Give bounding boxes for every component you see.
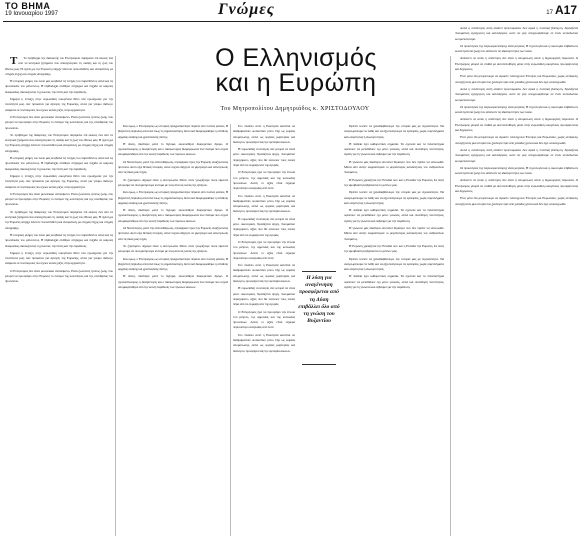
headline-line-2: και η Ευρώπη [215,69,377,97]
column-paragraph: Σήμερα η ένταξη στην ευρωπαϊκή οικογένεια θέτει νέα ερωτήματα για την ταυτότητά μας. Δεν πρόκειται για άρνηση της Ευρώπης, αλλά για γόνιμο διάλογο ανάμεσα σε πολιτισμούς που έχουν κοινές ρίζες στην αρχαιότητα. [5,250,113,266]
column-paragraph: Η Ευρώπη χρειάζεται την Ελλάδα όσο και η Ελλάδα την Ευρώπη. Σε αυτή την αμοιβαιότητα βρίσκεται το μέλλον μας. [344,243,444,254]
column-paragraph: Πρέπει λοιπόν να ξαναδιαβάσουμε την ιστορία μας με νηφαλιότητα. Να αναγνωρίσουμε τα λάθη και να αξιοποιήσουμε τις εμπειρίες, χωρίς συμπλέγματα κατωτερότητας ή ανωτερότητας. [344,124,444,139]
article-column-2 [118,124,228,536]
column-paragraph: Έτσι μόνο θα μπορέσουμε να είμαστε ταυτόχρονα Έλληνες και Ευρωπαίοι, χωρίς αντίφαση, συνεχίζοντας μια ιστορία που ξεκίνησε πριν από χιλιάδες χρόνια και δεν έχει ολοκληρωθεί. [455,74,578,84]
column-paragraph: Η Δύση, ιδιαίτερα μετά το Σχίσμα, ακολούθησε διαφορετικό δρόμο. Ο σχολαστικισμός, η Αναγέννηση και ο Διαφωτισμός διαμόρφωσαν ένα πνεύμα που συχνά απομακρύνθηκε από την κοινή παράδοση των πρώτων αιώνων. [118,274,228,290]
column-paragraph: Το ζητούμενο σήμερα είναι η αυτογνωσία. Μόνο όταν γνωρίζουμε ποιοι είμαστε μπορούμε να συνομιλήσουμε ισότιμα με τους άλλους λαούς της ηπείρου. [118,243,228,254]
column-paragraph: Απέναντι σε αυτά, η απάντηση δεν είναι η απομόνωση αλλά η δημιουργική παρουσία. Ο Ελληνισμός μπορεί να σταθεί με αυτοπεποίθηση μέσα στην ευρωπαϊκή οικογένεια, προσφέροντας και δεχόμενος. [455,178,578,194]
column-paragraph: Η ευρωπαϊκή ενοποίηση δεν μπορεί να είναι μόνο οικονομική. Χρειάζεται ψυχή, πνευματικό περιεχόμενο, αξίες που θα ενώνουν τους λαούς πέρα από τα συμφέροντα της αγοράς. [233,286,295,307]
column-divider [230,124,231,536]
column-paragraph: Οι προκλήσεις της παγκοσμιοποίησης είναι μεγάλες. Η τεχνολογία και η οικονομία επιβάλλουν κοινά πρότυπα ζωής που απειλούν τις ιδιαιτερότητες των λαών. [455,43,578,54]
page-prefix: 17 [546,10,553,16]
pullquote-rule-top [302,271,336,272]
article-headline [150,46,442,96]
column-paragraph: Η ιστορική μνήμη του λαού μας κουβαλά τις πληγές του παρελθόντος αλλά και τις προσδοκίες του μέλλοντος. Η Ορθοδοξία στάθηκε στήριγμα και πυξίδα σε καιρούς δοκιμασίας, διασώζοντας τη γλώσσα, την πίστη και την παράδοση. [5,79,113,94]
column-paragraph: Ο Ελληνισμός έχει να προσφέρει την έννοια του μέτρου, της αρμονίας και της κοινωνίας προσώπων. Αυτές οι αξίες είναι σήμερα περισσότερο αναγκαίες από ποτέ. [233,239,295,260]
newspaper-name: ΤΟ ΒΗΜΑ [5,1,51,11]
column-paragraph: Αλλά η συνάντηση αυτή απαιτεί προετοιμασία. Δεν αρκεί η πολιτική βούληση. Χρειάζεται πνευματική εγρήγορση και καλλιέργεια, ώστε να μην απορροφηθούμε σε έναν ισοπεδωτικό κοσμοπολιτισμό. [455,147,578,163]
column-paragraph: Σήμερα η ένταξη στην ευρωπαϊκή οικογένεια θέτει νέα ερωτήματα για την ταυτότητά μας. Δεν πρόκειται για άρνηση της Ευρώπης, αλλά για γόνιμο διάλογο ανάμεσα σε πολιτισμούς που έχουν κοινές ρίζες στην αρχαιότητα. [5,173,113,189]
column-paragraph: Η γλώσσα μας ιδιαίτερα αποτελεί θησαυρό που δεν πρέπει να αλλοιωθεί. Μέσα από αυτήν εκφράστηκαν οι μεγαλύτερες κατακτήσεις του ανθρώπινου πνεύματος. [344,159,444,175]
column-paragraph: Στο πλαίσιο αυτό η Εκκλησία καλείται να διαδραματίσει ουσιαστικό ρόλο. Όχι ως φορέας απομόνωσης, αλλά ως φορέας μαρτυρίας και διαλόγου, προσφέροντας την εμπειρία αιώνων. [233,263,295,284]
column-paragraph: Το ζητούμενο σήμερα είναι η αυτογνωσία. Μόνο όταν γνωρίζουμε ποιοι είμαστε μπορούμε να συνομιλήσουμε ισότιμα με τους άλλους λαούς της ηπείρου. [118,177,228,187]
column-paragraph: Η Ευρώπη χρειάζεται την Ελλάδα όσο και η Ελλάδα την Ευρώπη. Σε αυτή την αμοιβαιότητα βρίσκεται το μέλλον μας. [344,177,444,187]
headline-line-1: Ο Ελληνισμός [215,44,377,72]
column-paragraph: Ο Ελληνισμός έχει να προσφέρει την έννοια του μέτρου, της αρμονίας και της κοινωνίας προσώπων. Αυτές οι αξίες είναι σήμερα περισσότερο αναγκαίες από ποτέ. [233,170,295,191]
column-paragraph: Η παιδεία έχει καθοριστική σημασία. Τα σχολεία και τα πανεπιστήμια οφείλουν να μεταδίδουν όχι μόνο γνώσεις, αλλά και συνείδηση ταυτότητας, αγάπη για τη γλώσσα και σεβασμό για την παράδοση. [344,208,444,223]
page-number [546,3,577,17]
column-paragraph: Ο Ελληνισμός έχει να προσφέρει την έννοια του μέτρου, της αρμονίας και της κοινωνίας προσώπων. Αυτές οι αξίες είναι σήμερα περισσότερο αναγκαίες από ποτέ. [233,309,295,330]
column-paragraph: Ο Ελληνισμός δεν είναι μουσειακό αντικείμενο. Είναι ζωντανός τρόπος ζωής, που μπορεί να προσφέρει στην Ευρώπη το πνεύμα της κοινότητας και της ελευθερίας του προσώπου. [5,114,113,130]
column-paragraph: Το πρόβλημα της διάκρισης του Ελληνισμού παρέμεινε επί αιώνες ένα από τα κεντρικά ζητήματα που απασχόλησαν τη σκέψη και τη ζωή του έθνους μας. Η σχέση με την Ευρώπη υπήρξε πάντοτε πολυσύνθετη και αντιφατική, με στιγμές έλξης και στιγμές απόρριψης. [5,132,113,153]
article-column-5 [455,26,578,536]
column-paragraph: Τ Το πρόβλημα της διάκρισης του Ελληνισμού παρέμεινε επί αιώνες ένα από τα κεντρικά ζητήματα που απασχόλησαν τη σκέψη και τη ζωή του έθνους μας. Η σχέση με την Ευρώπη υπήρξε πάντοτε πολυσύνθετη και αντιφατική, με στιγμές έλξης και στιγμές απόρριψης. [5,56,113,76]
column-paragraph: Οι Νεοέλληνες, μετά την απελευθέρωση, στράφηκαν προς την Ευρώπη αναζητώντας πρότυπα. Αυτό είχε θετικές πλευρές, αλλά συχνά οδήγησε σε μιμητισμό και αλλοτρίωση από τις δικές μας πηγές. [118,159,228,175]
column-divider [450,56,451,536]
column-paragraph: Απέναντι σε αυτά, η απάντηση δεν είναι η απομόνωση αλλά η δημιουργική παρουσία. Ο Ελληνισμός μπορεί να σταθεί με αυτοπεποίθηση μέσα στην ευρωπαϊκή οικογένεια, προσφέροντας και δεχόμενος. [455,56,578,72]
column-paragraph: Η ιστορική μνήμη του λαού μας κουβαλά τις πληγές του παρελθόντος αλλά και τις προσδοκίες του μέλλοντος. Η Ορθοδοξία στάθηκε στήριγμα και πυξίδα σε καιρούς δοκιμασίας, διασώζοντας τη γλώσσα, την πίστη και την παράδοση. [5,232,113,248]
column-paragraph: Οι προκλήσεις της παγκοσμιοποίησης είναι μεγάλες. Η τεχνολογία και η οικονομία επιβάλλουν κοινά πρότυπα ζωής που απειλούν τις ιδιαιτερότητες των λαών. [455,165,578,176]
column-paragraph: Οι προκλήσεις της παγκοσμιοποίησης είναι μεγάλες. Η τεχνολογία και η οικονομία επιβάλλουν κοινά πρότυπα ζωής που απειλούν τις ιδιαιτερότητες των λαών. [455,104,578,115]
column-paragraph: Στο πλαίσιο αυτό η Εκκλησία καλείται να διαδραματίσει ουσιαστικό ρόλο. Όχι ως φορέας απομόνωσης, αλλά ως φορέας μαρτυρίας και διαλόγου, προσφέροντας την εμπειρία αιώνων. [233,124,295,144]
column-paragraph: Και όμως, ο Ελληνισμός ως ιστορική πραγματικότητα πέρασε από πολλές φάσεις. Η βυζαντινή περίοδος αποτελεί ίσως τη σημαντικότερη, διότι εκεί διαμορφώθηκε η σύνθεση αρχαίας σκέψης και χριστιανικής πίστης. [118,190,228,205]
column-paragraph: Και όμως, ο Ελληνισμός ως ιστορική πραγματικότητα πέρασε από πολλές φάσεις. Η βυζαντινή περίοδος αποτελεί ίσως τη σημαντικότερη, διότι εκεί διαμορφώθηκε η σύνθεση αρχαίας σκέψης και χριστιανικής πίστης. [118,124,228,139]
column-paragraph: Απέναντι σε αυτά, η απάντηση δεν είναι η απομόνωση αλλά η δημιουργική παρουσία. Ο Ελληνισμός μπορεί να σταθεί με αυτοπεποίθηση μέσα στην ευρωπαϊκή οικογένεια, προσφέροντας και δεχόμενος. [455,117,578,133]
column-paragraph: Αλλά η συνάντηση αυτή απαιτεί προετοιμασία. Δεν αρκεί η πολιτική βούληση. Χρειάζεται πνευματική εγρήγορση και καλλιέργεια, ώστε να μην απορροφηθούμε σε έναν ισοπεδωτικό κοσμοπολιτισμό. [455,86,578,102]
page-code: A17 [554,3,577,17]
column-paragraph: Έτσι μόνο θα μπορέσουμε να είμαστε ταυτόχρονα Έλληνες και Ευρωπαίοι, χωρίς αντίφαση, συνεχίζοντας μια ιστορία που ξεκίνησε πριν από χιλιάδες χρόνια και δεν έχει ολοκληρωθεί. [455,196,578,206]
column-paragraph: Το πρόβλημα της διάκρισης του Ελληνισμού παρέμεινε επί αιώνες ένα από τα κεντρικά ζητήματα που απασχόλησαν τη σκέψη και τη ζωή του έθνους μας. Η σχέση με την Ευρώπη υπήρξε πάντοτε πολυσύνθετη και αντιφατική, με στιγμές έλξης και στιγμές απόρριψης. [5,209,113,230]
column-paragraph: Η παιδεία έχει καθοριστική σημασία. Τα σχολεία και τα πανεπιστήμια οφείλουν να μεταδίδουν όχι μόνο γνώσεις, αλλά και συνείδηση ταυτότητας, αγάπη για τη γλώσσα και σεβασμό για την παράδοση. [344,141,444,157]
column-divider [115,56,116,536]
column-paragraph: Η Δύση, ιδιαίτερα μετά το Σχίσμα, ακολούθησε διαφορετικό δρόμο. Ο σχολαστικισμός, η Αναγέννηση και ο Διαφωτισμός διαμόρφωσαν ένα πνεύμα που συχνά απομακρύνθηκε από την κοινή παράδοση των πρώτων αιώνων. [118,141,228,157]
column-paragraph: Στο πλαίσιο αυτό η Εκκλησία καλείται να διαδραματίσει ουσιαστικό ρόλο. Όχι ως φορέας απομόνωσης, αλλά ως φορέας μαρτυρίας και διαλόγου, προσφέροντας την εμπειρία αιώνων. [233,332,295,353]
article-byline: Του Μητροπολίτου Δημητριάδος κ. ΧΡΙΣΤΟΔΟΥΛΟΥ [220,106,370,112]
article-column-4 [344,124,444,536]
column-paragraph: Η ευρωπαϊκή ενοποίηση δεν μπορεί να είναι μόνο οικονομική. Χρειάζεται ψυχή, πνευματικό περιεχόμενο, αξίες που θα ενώνουν τους λαούς πέρα από τα συμφέροντα της αγοράς. [233,216,295,237]
column-paragraph: Αλλά η συνάντηση αυτή απαιτεί προετοιμασία. Δεν αρκεί η πολιτική βούληση. Χρειάζεται πνευματική εγρήγορση και καλλιέργεια, ώστε να μην απορροφηθούμε σε έναν ισοπεδωτικό κοσμοπολιτισμό. [455,26,578,41]
article-column-1 [5,56,113,536]
column-paragraph: Έτσι μόνο θα μπορέσουμε να είμαστε ταυτόχρονα Έλληνες και Ευρωπαίοι, χωρίς αντίφαση, συνεχίζοντας μια ιστορία που ξεκίνησε πριν από χιλιάδες χρόνια και δεν έχει ολοκληρωθεί. [455,135,578,145]
issue-date: 19 Ιανουαρίου 1997 [5,11,58,17]
column-paragraph: Η Δύση, ιδιαίτερα μετά το Σχίσμα, ακολούθησε διαφορετικό δρόμο. Ο σχολαστικισμός, η Αναγέννηση και ο Διαφωτισμός διαμόρφωσαν ένα πνεύμα που συχνά απομακρύνθηκε από την κοινή παράδοση των πρώτων αιώνων. [118,208,228,223]
column-paragraph: Η παιδεία έχει καθοριστική σημασία. Τα σχολεία και τα πανεπιστήμια οφείλουν να μεταδίδουν όχι μόνο γνώσεις, αλλά και συνείδηση ταυτότητας, αγάπη για τη γλώσσα και σεβασμό για την παράδοση. [344,274,444,290]
header-rule [3,21,580,22]
column-paragraph: Σήμερα η ένταξη στην ευρωπαϊκή οικογένεια θέτει νέα ερωτήματα για την ταυτότητά μας. Δεν πρόκειται για άρνηση της Ευρώπης, αλλά για γόνιμο διάλογο ανάμεσα σε πολιτισμούς που έχουν κοινές ρίζες στην αρχαιότητα. [5,97,113,112]
article-column-3 [233,124,295,536]
pull-quote: Η λύση για αναγέννηση προσφέρεται από τη Δύση επιβάλλει όλο από τη γνώση του Βυζαντίου [298,275,340,325]
column-paragraph: Πρέπει λοιπόν να ξαναδιαβάσουμε την ιστορία μας με νηφαλιότητα. Να αναγνωρίσουμε τα λάθη και να αξιοποιήσουμε τις εμπειρίες, χωρίς συμπλέγματα κατωτερότητας ή ανωτερότητας. [344,190,444,205]
column-paragraph: Η ιστορική μνήμη του λαού μας κουβαλά τις πληγές του παρελθόντος αλλά και τις προσδοκίες του μέλλοντος. Η Ορθοδοξία στάθηκε στήριγμα και πυξίδα σε καιρούς δοκιμασίας, διασώζοντας τη γλώσσα, την πίστη και την παράδοση. [5,156,113,171]
section-title: Γνώμες [218,1,275,18]
column-paragraph: Η γλώσσα μας ιδιαίτερα αποτελεί θησαυρό που δεν πρέπει να αλλοιωθεί. Μέσα από αυτήν εκφράστηκαν οι μεγαλύτερες κατακτήσεις του ανθρώπινου πνεύματος. [344,226,444,241]
pullquote-rule-bottom [302,364,336,365]
page-header [0,0,583,24]
column-paragraph: Η ευρωπαϊκή ενοποίηση δεν μπορεί να είναι μόνο οικονομική. Χρειάζεται ψυχή, πνευματικό περιεχόμενο, αξίες που θα ενώνουν τους λαούς πέρα από τα συμφέροντα της αγοράς. [233,147,295,168]
column-paragraph: Ο Ελληνισμός δεν είναι μουσειακό αντικείμενο. Είναι ζωντανός τρόπος ζωής, που μπορεί να προσφέρει στην Ευρώπη το πνεύμα της κοινότητας και της ελευθερίας του προσώπου. [5,268,113,284]
column-paragraph: Στο πλαίσιο αυτό η Εκκλησία καλείται να διαδραματίσει ουσιαστικό ρόλο. Όχι ως φορέας απομόνωσης, αλλά ως φορέας μαρτυρίας και διαλόγου, προσφέροντας την εμπειρία αιώνων. [233,193,295,214]
column-paragraph: Οι Νεοέλληνες, μετά την απελευθέρωση, στράφηκαν προς την Ευρώπη αναζητώντας πρότυπα. Αυτό είχε θετικές πλευρές, αλλά συχνά οδήγησε σε μιμητισμό και αλλοτρίωση από τις δικές μας πηγές. [118,226,228,241]
column-paragraph: Και όμως, ο Ελληνισμός ως ιστορική πραγματικότητα πέρασε από πολλές φάσεις. Η βυζαντινή περίοδος αποτελεί ίσως τη σημαντικότερη, διότι εκεί διαμορφώθηκε η σύνθεση αρχαίας σκέψης και χριστιανικής πίστης. [118,256,228,272]
column-paragraph: Πρέπει λοιπόν να ξαναδιαβάσουμε την ιστορία μας με νηφαλιότητα. Να αναγνωρίσουμε τα λάθη και να αξιοποιήσουμε τις εμπειρίες, χωρίς συμπλέγματα κατωτερότητας ή ανωτερότητας. [344,256,444,272]
column-paragraph: Ο Ελληνισμός δεν είναι μουσειακό αντικείμενο. Είναι ζωντανός τρόπος ζωής, που μπορεί να προσφέρει στην Ευρώπη το πνεύμα της κοινότητας και της ελευθερίας του προσώπου. [5,191,113,207]
